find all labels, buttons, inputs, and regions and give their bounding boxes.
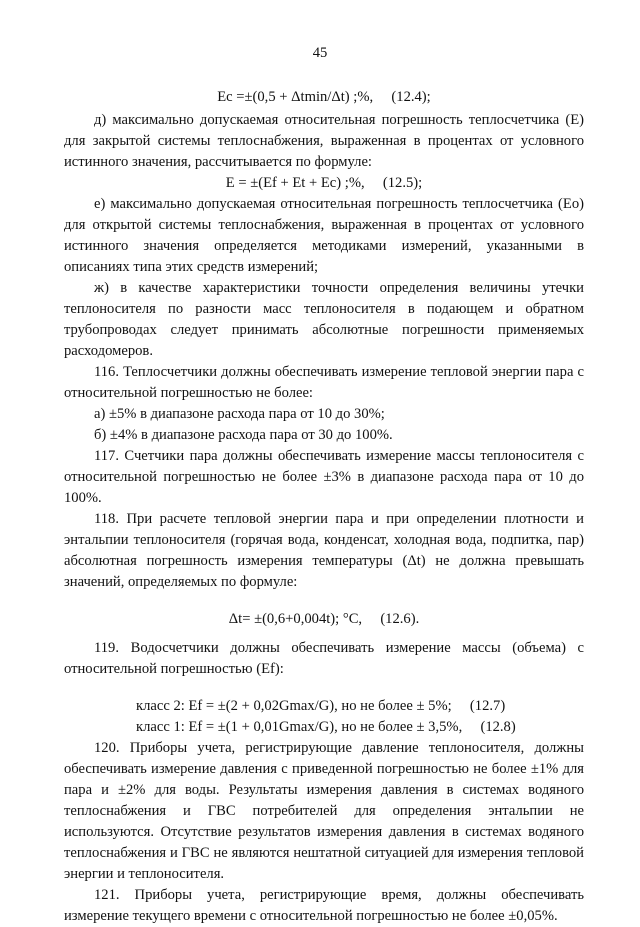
paragraph-121: 121. Приборы учета, регистрирующие время, должны обеспечивать измерение текущего времени с относительной погрешностью не более ±0,05%.	[64, 887, 584, 924]
page-content	[64, 87, 584, 927]
paragraph-120: 120. Приборы учета, регистрирующие давление теплоносителя, должны обеспечивать измерение давления с приведенной погрешностью не более ±1% для пара и ±2% для воды. Результаты измерения давления в системах водяного теплоснабжения и ГВС потребителей для определения энтальпии не используются. Отсутствие результатов измерения давления в системах водяного теплоснабжения и ГВС не являются нештатной ситуацией для измерения тепловой энергии и теплоносителя.	[64, 740, 584, 882]
paragraph-d: д) максимально допускаемая относительная погрешность теплосчетчика (E) для закрытой системы теплоснабжения, выраженная в процентах от условного истинного значения, рассчитывается по формуле:	[64, 112, 584, 170]
paragraph-zh: ж) в качестве характеристики точности определения величины утечки теплоносителя по разности масс теплоносителя в подающем и обратном трубопроводах следует принимать абсолютные погрешности применяемых расходомеров.	[64, 280, 584, 359]
formula-12-5: E = ±(Ef + Et + Ec) ;%, (12.5);	[225, 175, 423, 191]
paragraph-119: 119. Водосчетчики должны обеспечивать измерение массы (объема) с относительной погрешностью (Ef):	[64, 640, 584, 677]
class-2-formula: класс 2: Ef = ±(2 + 0,02Gmax/G), но не более ± 5%; (12.7)	[136, 698, 506, 714]
paragraph-117: 117. Счетчики пара должны обеспечивать измерение массы теплоносителя с относительной погрешностью не более ±3% в диапазоне расхода пара от 10 до 100%.	[64, 448, 584, 506]
item-116-b: б) ±4% в диапазоне расхода пара от 30 до 100%.	[94, 427, 393, 443]
page-number: 45	[312, 45, 328, 61]
formula-12-6: Δt= ±(0,6+0,004t); °С, (12.6).	[228, 611, 420, 627]
class-1-formula: класс 1: Ef = ±(1 + 0,01Gmax/G), но не более ± 3,5%, (12.8)	[136, 719, 516, 735]
item-116-a: а) ±5% в диапазоне расхода пара от 10 до 30%;	[94, 406, 385, 422]
formula-12-4: Ec =±(0,5 + Δtmin/Δt) ;%, (12.4);	[217, 89, 431, 105]
paragraph-118: 118. При расчете тепловой энергии пара и при определении плотности и энтальпии теплоносителя (горячая вода, конденсат, холодная вода, подпитка, пар) абсолютная погрешность измерения температуры (Δt) не должна превышать значений, определяемых по формуле:	[64, 511, 584, 590]
paragraph-116: 116. Теплосчетчики должны обеспечивать измерение тепловой энергии пара с относительной погрешностью не более:	[64, 364, 584, 401]
paragraph-e: е) максимально допускаемая относительная погрешность теплосчетчика (Eo) для открытой системы теплоснабжения, выраженная в процентах от условного истинного значения определяется методиками измерений, указанными в описаниях типа этих средств измерений;	[64, 196, 584, 275]
